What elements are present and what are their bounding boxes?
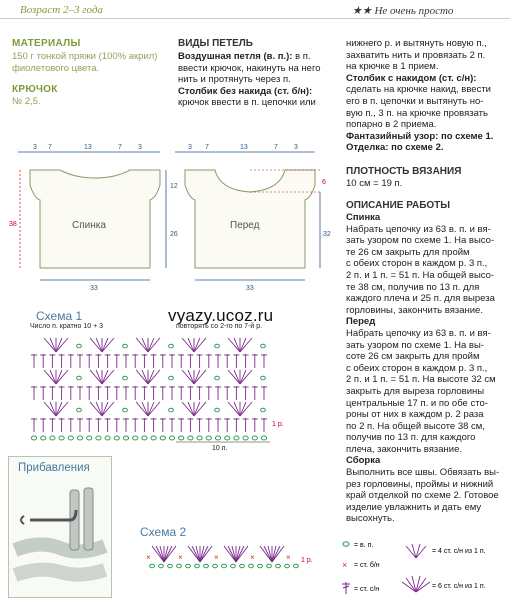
stitch-mark: × <box>178 553 183 562</box>
stitch-mark <box>182 338 194 352</box>
stitch-mark <box>44 402 56 416</box>
stitch-mark <box>215 344 220 348</box>
schema1-row-label: 1 р. <box>272 421 284 428</box>
stitch-mark <box>222 564 227 568</box>
stitch-mark <box>240 338 246 352</box>
stitch-mark <box>169 376 174 380</box>
stitch-mark <box>188 402 194 416</box>
schema1-chart <box>26 330 286 455</box>
svg-text:33: 33 <box>90 285 98 292</box>
stitch-mark <box>50 436 55 440</box>
stitch-mark <box>192 546 200 562</box>
stitch-mark <box>194 402 200 416</box>
stitch-mark <box>261 408 266 412</box>
schema2-chart <box>146 538 326 574</box>
back-label: Спинка <box>72 220 106 231</box>
hook-title: КРЮЧОК <box>12 84 58 95</box>
legend-st-sn: = ст. с/н <box>354 586 380 593</box>
materials-text: 150 г тонкой пряжи (100% акрил) фиолетового цвета. <box>12 51 158 74</box>
stitch-mark <box>234 338 240 352</box>
schema1-repeat: 10 п. <box>212 445 228 452</box>
header-divider <box>0 18 510 19</box>
stitch-mark <box>194 370 206 384</box>
stitch-mark <box>96 436 101 440</box>
stitch-mark <box>168 564 173 568</box>
stitch-mark <box>50 402 56 416</box>
stitch-mark <box>182 402 194 416</box>
stitch-mark <box>179 436 184 440</box>
stitch-mark: × <box>250 553 255 562</box>
garment-patterns <box>0 140 340 300</box>
legend-six-icon <box>402 576 430 592</box>
stitch-mark <box>142 436 147 440</box>
stitch-mark <box>194 402 206 416</box>
stitch-mark <box>148 370 160 384</box>
stitch-mark <box>148 370 154 384</box>
stitch-mark <box>150 564 155 568</box>
stitch-mark <box>264 546 272 562</box>
density-title: ПЛОТНОСТЬ ВЯЗАНИЯ <box>346 166 462 177</box>
stitch-mark <box>56 338 62 352</box>
stitch-mark <box>261 436 266 440</box>
stitch-mark <box>240 564 245 568</box>
stitch-mark <box>102 402 108 416</box>
front-label: Перед <box>230 220 260 231</box>
stitch-mark <box>231 564 236 568</box>
stitch-mark <box>234 370 240 384</box>
stitch-mark <box>194 370 200 384</box>
stitch-mark <box>197 436 202 440</box>
svg-text:13: 13 <box>84 144 92 151</box>
svg-text:7: 7 <box>274 144 278 151</box>
stitch-mark <box>194 338 200 352</box>
stitch-mark <box>56 370 68 384</box>
pribavlenia-title: Прибавления <box>18 462 90 474</box>
stitches-continued: нижнего р. и вытянуть новую п., захватить нить и провязать 2 п. на крючке в 1 прием. Столбик с накидом (ст. с/н): сделать на крючке накид, ввести его в п. цепочки и вытянуть но- вую п., 3 п. на крючке провязать попарно в 2 приема. Фантазийный узор: по схеме 1. Отделка: по схеме 2. <box>346 38 494 154</box>
stitches-text: Воздушная петля (в. п.): в п. ввести крючок, накинуть на него нить и протянуть через п. Столбик без накида (ст. б/н): крючок ввести в п. цепочки или <box>178 51 321 109</box>
pribavlenia-illustration <box>10 480 108 594</box>
legend-four-icon <box>406 544 426 558</box>
stitch-mark <box>215 436 220 440</box>
stitch-mark: × <box>146 553 151 562</box>
stitch-mark <box>159 564 164 568</box>
schema2-title: Схема 2 <box>140 525 187 539</box>
stitch-mark <box>44 338 56 352</box>
stitch-mark <box>123 376 128 380</box>
stitch-mark <box>200 546 208 562</box>
stitch-mark <box>96 338 102 352</box>
stitch-mark <box>252 436 257 440</box>
schema1-stitches <box>31 338 267 440</box>
stitch-mark <box>102 370 114 384</box>
svg-text:26: 26 <box>170 231 178 238</box>
stitch-mark <box>240 370 246 384</box>
stitch-mark <box>267 564 272 568</box>
stitch-mark: × <box>286 553 291 562</box>
legend-four: = 4 ст. с/н из 1 п. <box>432 548 486 555</box>
stitch-mark <box>206 436 211 440</box>
stitch-mark <box>56 402 68 416</box>
stitch-mark <box>148 402 154 416</box>
stitch-mark <box>50 338 56 352</box>
watermark: vyazy.ucoz.ru <box>168 306 274 325</box>
stitch-mark: × <box>214 553 219 562</box>
schema1-note-right: повторять со 2-го по 7-й р. <box>176 323 263 330</box>
stitch-mark <box>148 338 160 352</box>
stitch-mark <box>228 546 236 562</box>
stitch-mark <box>102 338 108 352</box>
stitch-mark <box>123 436 128 440</box>
back-pattern <box>9 144 178 292</box>
stitch-mark <box>213 564 218 568</box>
stitch-mark <box>182 370 194 384</box>
stitch-mark <box>142 370 148 384</box>
stitch-mark <box>215 408 220 412</box>
work-title: ОПИСАНИЕ РАБОТЫ <box>346 200 451 211</box>
stitch-mark <box>285 564 290 568</box>
stitch-mark <box>123 344 128 348</box>
stitch-mark <box>225 436 230 440</box>
stitch-mark <box>177 564 182 568</box>
stitch-mark <box>136 402 148 416</box>
age-header: Возраст 2–3 года <box>20 4 103 16</box>
stitch-mark <box>90 402 102 416</box>
stitch-mark <box>261 344 266 348</box>
svg-text:3: 3 <box>188 144 192 151</box>
stitch-mark <box>96 402 102 416</box>
stitch-mark <box>105 436 110 440</box>
stitch-mark <box>156 546 164 562</box>
stitch-mark <box>90 338 102 352</box>
legend-six: = 6 ст. с/н из 1 п. <box>432 583 486 590</box>
work-text: Спинка Набрать цепочку из 63 в. п. и вя- зать узором по схеме 1. На высо- те 26 см закрыть для пройм с обеих сторон в каждом р. 3 п., 2 п. и 1 п. = 51 п. На общей высо- те 38 см, получив по 13 п. для каждого плеча и 25 п. для выреза горловины, закончить вязание. Перед Набрать цепочку из 63 в. п. и вя- зать узором по схеме 1. На вы- соте 26 см закрыть для пройм с обеих сторон в каждом р. 3 п., 2 п. и 1 п. = 51 п. На высоте 32 см закрыть для выреза горловины центральные 17 п. и по обе сто- роны от них в каждом р. 2 раза по 2 п. На общей высоте 38 см, получив по 13 п. для каждого плеча, закончить вязание. Сборка Выполнить все швы. Обвязать вы- рез горловины, проймы и нижний край отделкой по схеме 2. Готовое изделие увлажнить и дать ему высохнуть. <box>346 212 500 525</box>
stitch-mark <box>186 564 191 568</box>
svg-text:7: 7 <box>205 144 209 151</box>
stitch-mark <box>56 338 68 352</box>
schema1-title: Схема 1 <box>36 309 83 323</box>
materials-title: МАТЕРИАЛЫ <box>12 38 81 49</box>
stitch-mark <box>240 402 246 416</box>
stitch-mark <box>240 338 252 352</box>
stitch-mark <box>96 370 102 384</box>
legend <box>336 538 508 600</box>
stitch-mark <box>215 376 220 380</box>
svg-text:6: 6 <box>322 179 326 186</box>
stitch-mark <box>136 338 148 352</box>
svg-text:3: 3 <box>294 144 298 151</box>
stitch-mark <box>276 564 281 568</box>
stitch-mark <box>272 546 280 562</box>
svg-text:33: 33 <box>246 285 254 292</box>
stitch-mark <box>102 402 114 416</box>
stitch-mark <box>258 564 263 568</box>
stitch-mark <box>204 564 209 568</box>
svg-text:38: 38 <box>9 221 17 228</box>
stitch-mark <box>77 408 82 412</box>
hook-value: № 2,5. <box>12 96 41 107</box>
stitch-mark <box>194 338 206 352</box>
stitch-mark <box>133 436 138 440</box>
stitch-mark <box>77 376 82 380</box>
stitch-mark <box>261 376 266 380</box>
legend-vp: = в. п. <box>354 542 374 549</box>
stitch-mark <box>68 436 73 440</box>
schema1-note-left: Число п. кратно 10 + 3 <box>30 323 104 330</box>
stitch-mark <box>188 436 193 440</box>
stitch-mark <box>56 370 62 384</box>
stitch-mark <box>236 546 244 562</box>
svg-text:×: × <box>342 560 348 570</box>
stitch-mark <box>56 402 62 416</box>
stitch-mark <box>123 408 128 412</box>
stitch-mark <box>228 338 240 352</box>
stitch-mark <box>148 402 160 416</box>
svg-text:7: 7 <box>48 144 52 151</box>
svg-text:13: 13 <box>240 144 248 151</box>
stitch-mark <box>243 436 248 440</box>
stitch-mark <box>294 564 299 568</box>
front-pattern <box>175 144 331 292</box>
svg-text:12: 12 <box>170 183 178 190</box>
stitch-mark <box>77 344 82 348</box>
stitch-mark <box>160 436 165 440</box>
stitch-mark <box>240 402 252 416</box>
difficulty-header: ★★ Не очень просто <box>352 5 454 17</box>
stitch-mark <box>44 370 56 384</box>
stitch-mark <box>188 370 194 384</box>
density-text: 10 см = 19 п. <box>346 178 403 189</box>
stitch-mark <box>136 370 148 384</box>
schema2-stitches <box>146 546 298 568</box>
stitch-mark <box>228 370 240 384</box>
svg-text:32: 32 <box>323 231 331 238</box>
legend-st-bn: = ст. б/н <box>354 562 380 569</box>
stitch-mark <box>77 436 82 440</box>
stitch-mark <box>195 564 200 568</box>
stitch-mark <box>188 338 194 352</box>
stitch-mark <box>234 402 240 416</box>
stitch-mark <box>169 436 174 440</box>
stitch-mark <box>114 436 119 440</box>
stitch-mark <box>234 436 239 440</box>
stitch-mark <box>151 436 156 440</box>
stitches-title: ВИДЫ ПЕТЕЛЬ <box>178 38 253 49</box>
stitch-mark <box>90 370 102 384</box>
stitch-mark <box>169 408 174 412</box>
stitch-mark <box>59 436 64 440</box>
stitch-mark <box>142 402 148 416</box>
stitch-mark <box>249 564 254 568</box>
stitch-mark <box>142 338 148 352</box>
stitch-mark <box>41 436 46 440</box>
stitch-mark <box>164 546 172 562</box>
svg-text:3: 3 <box>33 144 37 151</box>
stitch-mark <box>50 370 56 384</box>
svg-text:3: 3 <box>138 144 142 151</box>
stitch-mark <box>31 436 36 440</box>
stitch-mark <box>240 370 252 384</box>
stitch-mark <box>102 370 108 384</box>
stitch-mark <box>148 338 154 352</box>
stitch-mark <box>228 402 240 416</box>
schema2-row-label: 1 р. <box>301 557 313 564</box>
svg-text:7: 7 <box>118 144 122 151</box>
stitch-mark <box>102 338 114 352</box>
stitch-mark <box>169 344 174 348</box>
stitch-mark <box>87 436 92 440</box>
